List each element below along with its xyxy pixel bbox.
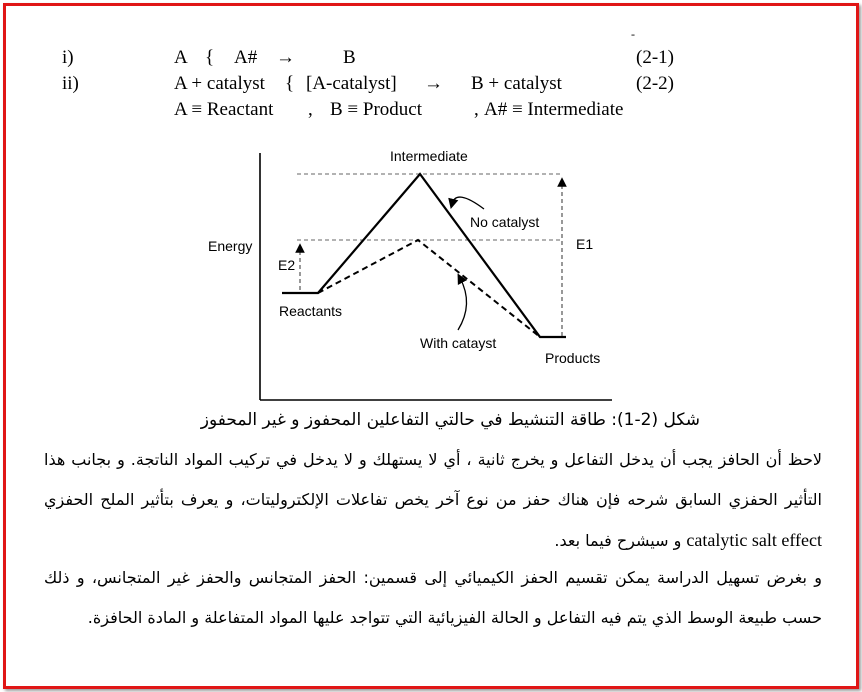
eq2-number: (2-2) <box>636 73 674 94</box>
legend-separator: , <box>474 99 479 120</box>
e2-label: E2 <box>278 257 296 273</box>
eq1-arrow: → <box>276 47 295 68</box>
eq1-number: (2-1) <box>636 47 674 68</box>
energy-label: Energy <box>208 238 253 254</box>
eq1-reactant: A <box>174 47 188 68</box>
catalytic-salt-effect-term: catalytic salt effect <box>686 530 822 550</box>
figure-caption: شكل (2-1): طاقة التنشيط في حالتي التفاعلين المحفوز و غير المحفوز <box>200 410 700 430</box>
eq1-label: i) <box>62 47 74 68</box>
paragraph-1 <box>44 440 822 561</box>
tick-mark: - <box>631 27 635 41</box>
legend-intermediate: A# ≡ Intermediate <box>484 99 624 120</box>
eq2-label: ii) <box>62 73 79 94</box>
eq1-product: B <box>343 47 356 68</box>
with-catalyst-pointer <box>458 278 467 330</box>
no-catalyst-pointer <box>452 197 484 209</box>
legend-product: B ≡ Product <box>330 99 422 120</box>
paragraph-1-tail: و سيشرح فيما بعد. <box>554 531 682 550</box>
eq1-intermediate-text: A# <box>234 47 258 68</box>
eq2-product: B + catalyst <box>471 73 562 94</box>
with-catalyst-label: With catayst <box>420 335 497 351</box>
eq2-arrow: → <box>424 73 443 94</box>
eq2-intermediate: [A-catalyst] <box>306 73 397 94</box>
paragraph-2: و بغرض تسهيل الدراسة يمكن تقسيم الحفز الكيميائي إلى قسمين: الحفز المتجانس والحفز غير المتجانس، و ذلك حسب طبيعة الوسط الذي يتم فيه التفاعل و الحالة الفيزيائية التي تتواجد عليها المواد المتفاعلة و المادة الحافزة. <box>44 568 822 627</box>
legend-separator: , <box>308 99 313 120</box>
eq1-brace: { <box>205 47 215 68</box>
products-label: Products <box>545 350 601 366</box>
e1-label: E1 <box>576 236 594 252</box>
reactants-label: Reactants <box>279 303 343 319</box>
paragraph-1-text: لاحظ أن الحافز يجب أن يدخل التفاعل و يخرج ثانية ، أي لا يستهلك و لا يدخل في تركيب المواد الناتجة. و بجانب هذا التأثير الحفزي السابق شرحه فإن هناك حفز من نوع آخر يخص تفاعلات الإلكتروليتات، و يعرف بتأثير الملح الحفزي <box>44 450 822 509</box>
no-catalyst-label: No catalyst <box>470 214 540 230</box>
eq2-reactant: A + catalyst <box>174 73 265 94</box>
intermediate-label: Intermediate <box>390 148 468 164</box>
legend-reactant: A ≡ Reactant <box>174 99 274 120</box>
eq2-brace: { <box>285 73 295 94</box>
